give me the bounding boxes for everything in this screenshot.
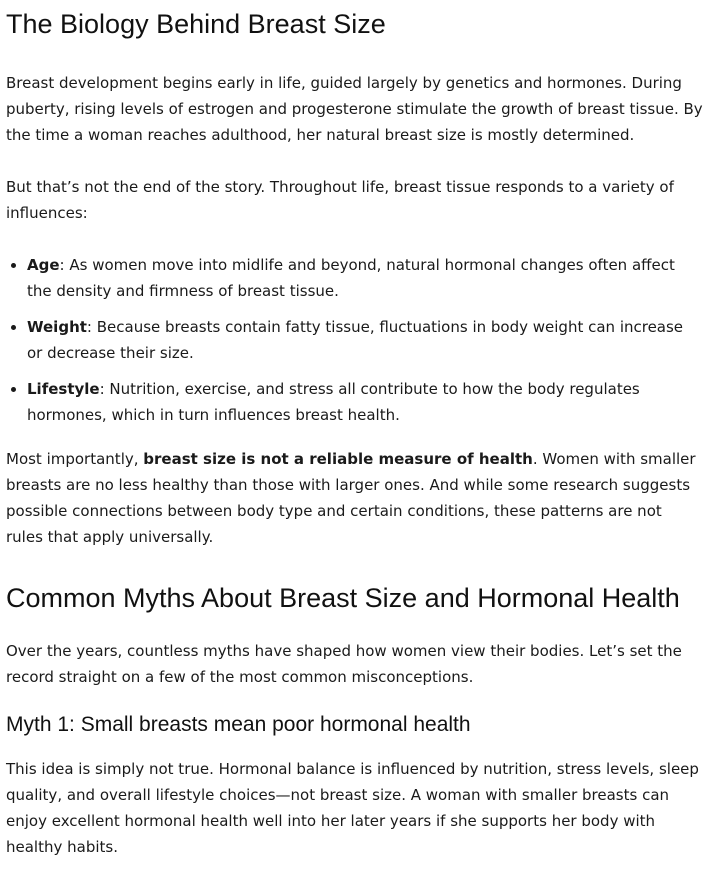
term-age: Age [27,256,60,274]
health-rest-text: . Women with smaller breasts are no less healthy than those with larger ones. And while some research suggests possible connections between body type and certain conditions, these patterns are not rules that apply universally. [6,450,696,546]
list-item-lifestyle [27,376,703,428]
myth-1-body: This idea is simply not true. Hormonal balance is influenced by nutrition, stress levels, sleep quality, and overall lifestyle choices—not breast size. A woman with smaller breasts can enjoy excellent hormonal health well into her later years if she supports her body with healthy habits. [6,760,699,856]
list-item-weight [27,314,703,366]
section-heading-myths: Common Myths About Breast Size and Hormonal Health [6,583,680,613]
paragraph-influences-intro: But that’s not the end of the story. Throughout life, breast tissue responds to a variety of influences: [6,178,674,222]
paragraph-breast-development: Breast development begins early in life, guided largely by genetics and hormones. During puberty, rising levels of estrogen and progesterone stimulate the growth of breast tissue. By the time a woman reaches adulthood, her natural breast size is mostly determined. [6,74,703,144]
health-lead-text: Most importantly, [6,450,144,468]
paragraph-myths-intro: Over the years, countless myths have shaped how women view their bodies. Let’s set the record straight on a few of the most common misconceptions. [6,642,682,686]
myth-1-heading: Myth 1: Small breasts mean poor hormonal health [6,713,471,736]
list-item-age [27,252,703,304]
health-emphasis-text: breast size is not a reliable measure of health [143,450,533,468]
term-weight: Weight [27,318,87,336]
section-heading-biology: The Biology Behind Breast Size [6,9,386,39]
text-lifestyle: : Nutrition, exercise, and stress all contribute to how the body regulates hormones, which in turn influences breast health. [27,380,640,424]
paragraph-health-measure [6,446,703,550]
influences-list [6,252,703,428]
text-age: : As women move into midlife and beyond, natural hormonal changes often affect the density and firmness of breast tissue. [27,256,675,300]
text-weight: : Because breasts contain fatty tissue, fluctuations in body weight can increase or decrease their size. [27,318,684,362]
term-lifestyle: Lifestyle [27,380,100,398]
